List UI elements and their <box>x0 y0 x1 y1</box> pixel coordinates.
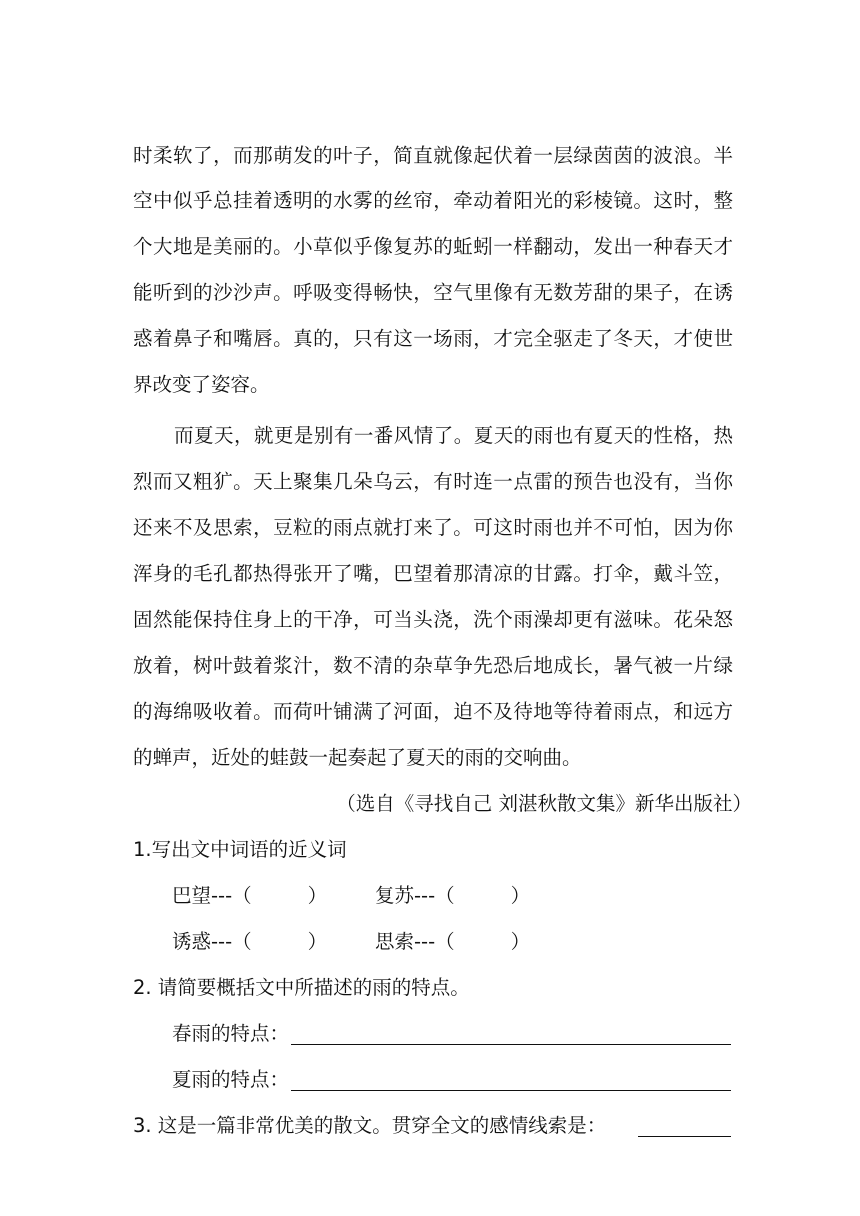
synonym-word: 巴望---（ <box>172 884 252 907</box>
synonym-item <box>375 927 530 957</box>
passage-line: 而夏天，就更是别有一番风情了。夏天的雨也有夏天的性格，热 <box>174 424 733 447</box>
synonym-close: ） <box>307 884 328 907</box>
synonym-word: 诱惑---（ <box>172 930 252 953</box>
emotion-thread-answer-line[interactable] <box>638 1136 731 1137</box>
question-3-prompt: 3. 这是一篇非常优美的散文。贯穿全文的感情线索是： <box>133 1114 607 1137</box>
spring-rain-answer-line[interactable] <box>291 1044 731 1045</box>
synonym-word: 复苏---（ <box>375 884 455 907</box>
passage-line: 的蝉声，近处的蛙鼓一起奏起了夏天的雨的交响曲。 <box>133 746 582 769</box>
passage-line: 空中似乎总挂着透明的水雾的丝帘，牵动着阳光的彩棱镜。这时，整 <box>133 189 733 212</box>
passage-line: 的海绵吸收着。而荷叶铺满了河面，迫不及待地等待着雨点，和远方 <box>133 700 733 723</box>
summer-rain-answer-line[interactable] <box>291 1090 731 1091</box>
passage-line: 固然能保持住身上的干净，可当头浇，洗个雨澡却更有滋味。花朵怒 <box>133 608 733 631</box>
passage-line: 烈而又粗犷。天上聚集几朵乌云，有时连一点雷的预告也没有，当你 <box>133 470 733 493</box>
question-1-prompt: 1.写出文中词语的近义词 <box>133 838 347 861</box>
passage-line: 个大地是美丽的。小草似乎像复苏的蚯蚓一样翻动，发出一种春天才 <box>133 235 733 258</box>
spring-rain-label: 春雨的特点： <box>172 1022 290 1045</box>
passage-line: 浑身的毛孔都热得张开了嘴，巴望着那清凉的甘露。打伞，戴斗笠， <box>133 562 733 585</box>
synonym-item <box>172 927 327 957</box>
synonym-close: ） <box>510 884 531 907</box>
synonym-close: ） <box>307 930 328 953</box>
synonym-item <box>375 881 530 911</box>
passage-line: 时柔软了，而那萌发的叶子，简直就像起伏着一层绿茵茵的波浪。半 <box>133 144 733 167</box>
source-citation: （选自《寻找自己 刘湛秋散文集》新华出版社） <box>336 792 752 815</box>
summer-rain-label: 夏雨的特点： <box>172 1068 290 1091</box>
passage-line: 界改变了姿容。 <box>133 373 270 396</box>
synonym-item <box>172 881 327 911</box>
synonym-close: ） <box>510 930 531 953</box>
passage-line: 放着，树叶鼓着浆汁，数不清的杂草争先恐后地成长，暑气被一片绿 <box>133 654 733 677</box>
synonym-word: 思索---（ <box>375 930 455 953</box>
passage-line: 能听到的沙沙声。呼吸变得畅快，空气里像有无数芳甜的果子，在诱 <box>133 281 733 304</box>
question-2-prompt: 2. 请简要概括文中所描述的雨的特点。 <box>133 976 470 999</box>
passage-line: 惑着鼻子和嘴唇。真的，只有这一场雨，才完全驱走了冬天，才使世 <box>133 327 733 350</box>
passage-line: 还来不及思索，豆粒的雨点就打来了。可这时雨也并不可怕，因为你 <box>133 516 733 539</box>
